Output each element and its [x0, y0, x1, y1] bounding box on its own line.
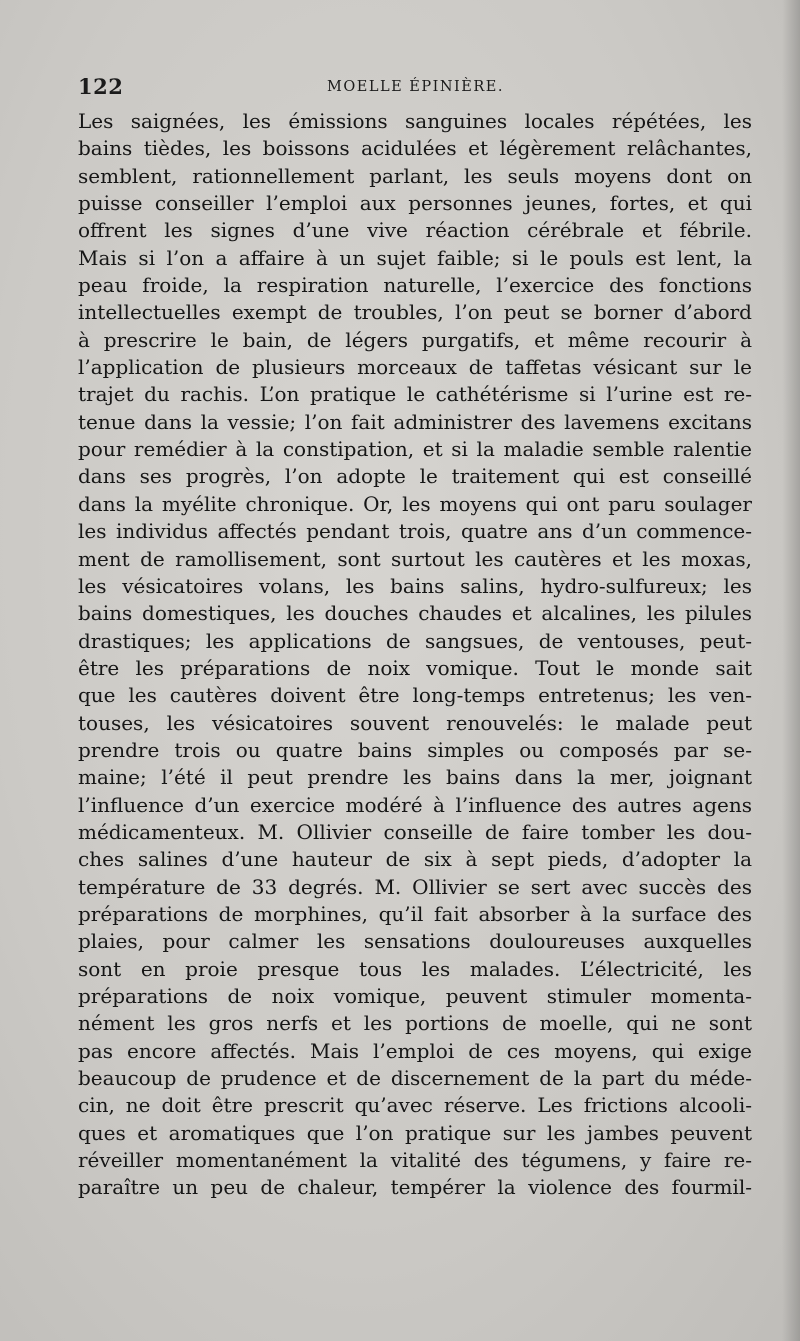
text-line: offrent les signes d’une vive réaction cérébrale et fébrile. [78, 218, 752, 243]
text-line: bains tièdes, les boissons acidulées et légèrement relâchantes, [78, 136, 752, 161]
text-line: puisse conseiller l’emploi aux personnes jeunes, fortes, et qui [78, 191, 752, 216]
text-line: ques et aromatiques que l’on pratique sur les jambes peuvent [78, 1120, 752, 1145]
text-line: pour remédier à la constipation, et si la maladie semble ralentie [78, 437, 752, 462]
text-line: réveiller momentanément la vitalité des tégumens, y faire re- [78, 1148, 752, 1173]
text-line: à prescrire le bain, de légers purgatifs, et même recourir à [78, 327, 752, 352]
text-line: préparations de morphines, qu’il fait absorber à la surface des [78, 901, 752, 926]
text-line: ment de ramollisement, sont surtout les cautères et les moxas, [78, 546, 752, 571]
text-line: nément les gros nerfs et les portions de moelle, qui ne sont [78, 1011, 752, 1036]
text-line: être les préparations de noix vomique. Tout le monde sait [78, 655, 752, 680]
text-line: ches salines d’une hauteur de six à sept pieds, d’adopter la [78, 847, 752, 872]
text-line: l’application de plusieurs morceaux de taffetas vésicant sur le [78, 355, 752, 380]
text-line: Les saignées, les émissions sanguines locales répétées, les [78, 109, 752, 133]
body-text [78, 108, 752, 1202]
text-line: prendre trois ou quatre bains simples ou composés par se- [78, 737, 752, 762]
text-line: préparations de noix vomique, peuvent stimuler momenta- [78, 984, 752, 1008]
text-line: les individus affectés pendant trois, quatre ans d’un commence- [78, 519, 752, 544]
text-line: l’influence d’un exercice modéré à l’influence des autres agens [78, 792, 752, 817]
text-line: plaies, pour calmer les sensations douloureuses auxquelles [78, 929, 752, 954]
text-line: paraître un peu de chaleur, tempérer la violence des fourmil- [78, 1175, 752, 1200]
text-line: médicamenteux. M. Ollivier conseille de faire tomber les dou- [78, 819, 752, 844]
text-line: température de 33 degrés. M. Ollivier se sert avec succès des [78, 874, 752, 899]
text-line: tenue dans la vessie; l’on fait administrer des lavemens excitans [78, 409, 752, 434]
text-line: trajet du rachis. L’on pratique le cathétérisme si l’urine est re- [78, 382, 752, 407]
page-number: 122 [78, 74, 124, 99]
text-line: maine; l’été il peut prendre les bains dans la mer, joignant [78, 765, 752, 790]
text-line: intellectuelles exempt de troubles, l’on peut se borner d’abord [78, 300, 752, 325]
text-line: dans la myélite chronique. Or, les moyens qui ont paru soulager [78, 491, 752, 516]
page-edge-shadow [782, 0, 800, 1341]
text-line: bains domestiques, les douches chaudes et alcalines, les pilules [78, 601, 752, 626]
text-line: pas encore affectés. Mais l’emploi de ces moyens, qui exige [78, 1038, 752, 1063]
text-line: touses, les vésicatoires souvent renouvelés: le malade peut [78, 710, 752, 735]
text-line: beaucoup de prudence et de discernement de la part du méde- [78, 1066, 752, 1091]
text-line: les vésicatoires volans, les bains salins, hydro-sulfureux; les [78, 573, 752, 598]
text-line: dans ses progrès, l’on adopte le traitement qui est conseillé [78, 464, 752, 489]
text-line: Mais si l’on a affaire à un sujet faible; si le pouls est lent, la [78, 245, 752, 270]
text-line: cin, ne doit être prescrit qu’avec réserve. Les frictions alcooli- [78, 1093, 752, 1118]
running-head: MOELLE ÉPINIÈRE. [327, 79, 504, 95]
text-line: sont en proie presque tous les malades. L’électricité, les [78, 956, 752, 981]
text-line: drastiques; les applications de sangsues, de ventouses, peut- [78, 628, 752, 653]
page-header [78, 74, 753, 104]
text-line: semblent, rationnellement parlant, les seuls moyens dont on [78, 163, 752, 188]
text-line: que les cautères doivent être long-temps entretenus; les ven- [78, 683, 752, 708]
text-line: peau froide, la respiration naturelle, l’exercice des fonctions [78, 273, 752, 298]
